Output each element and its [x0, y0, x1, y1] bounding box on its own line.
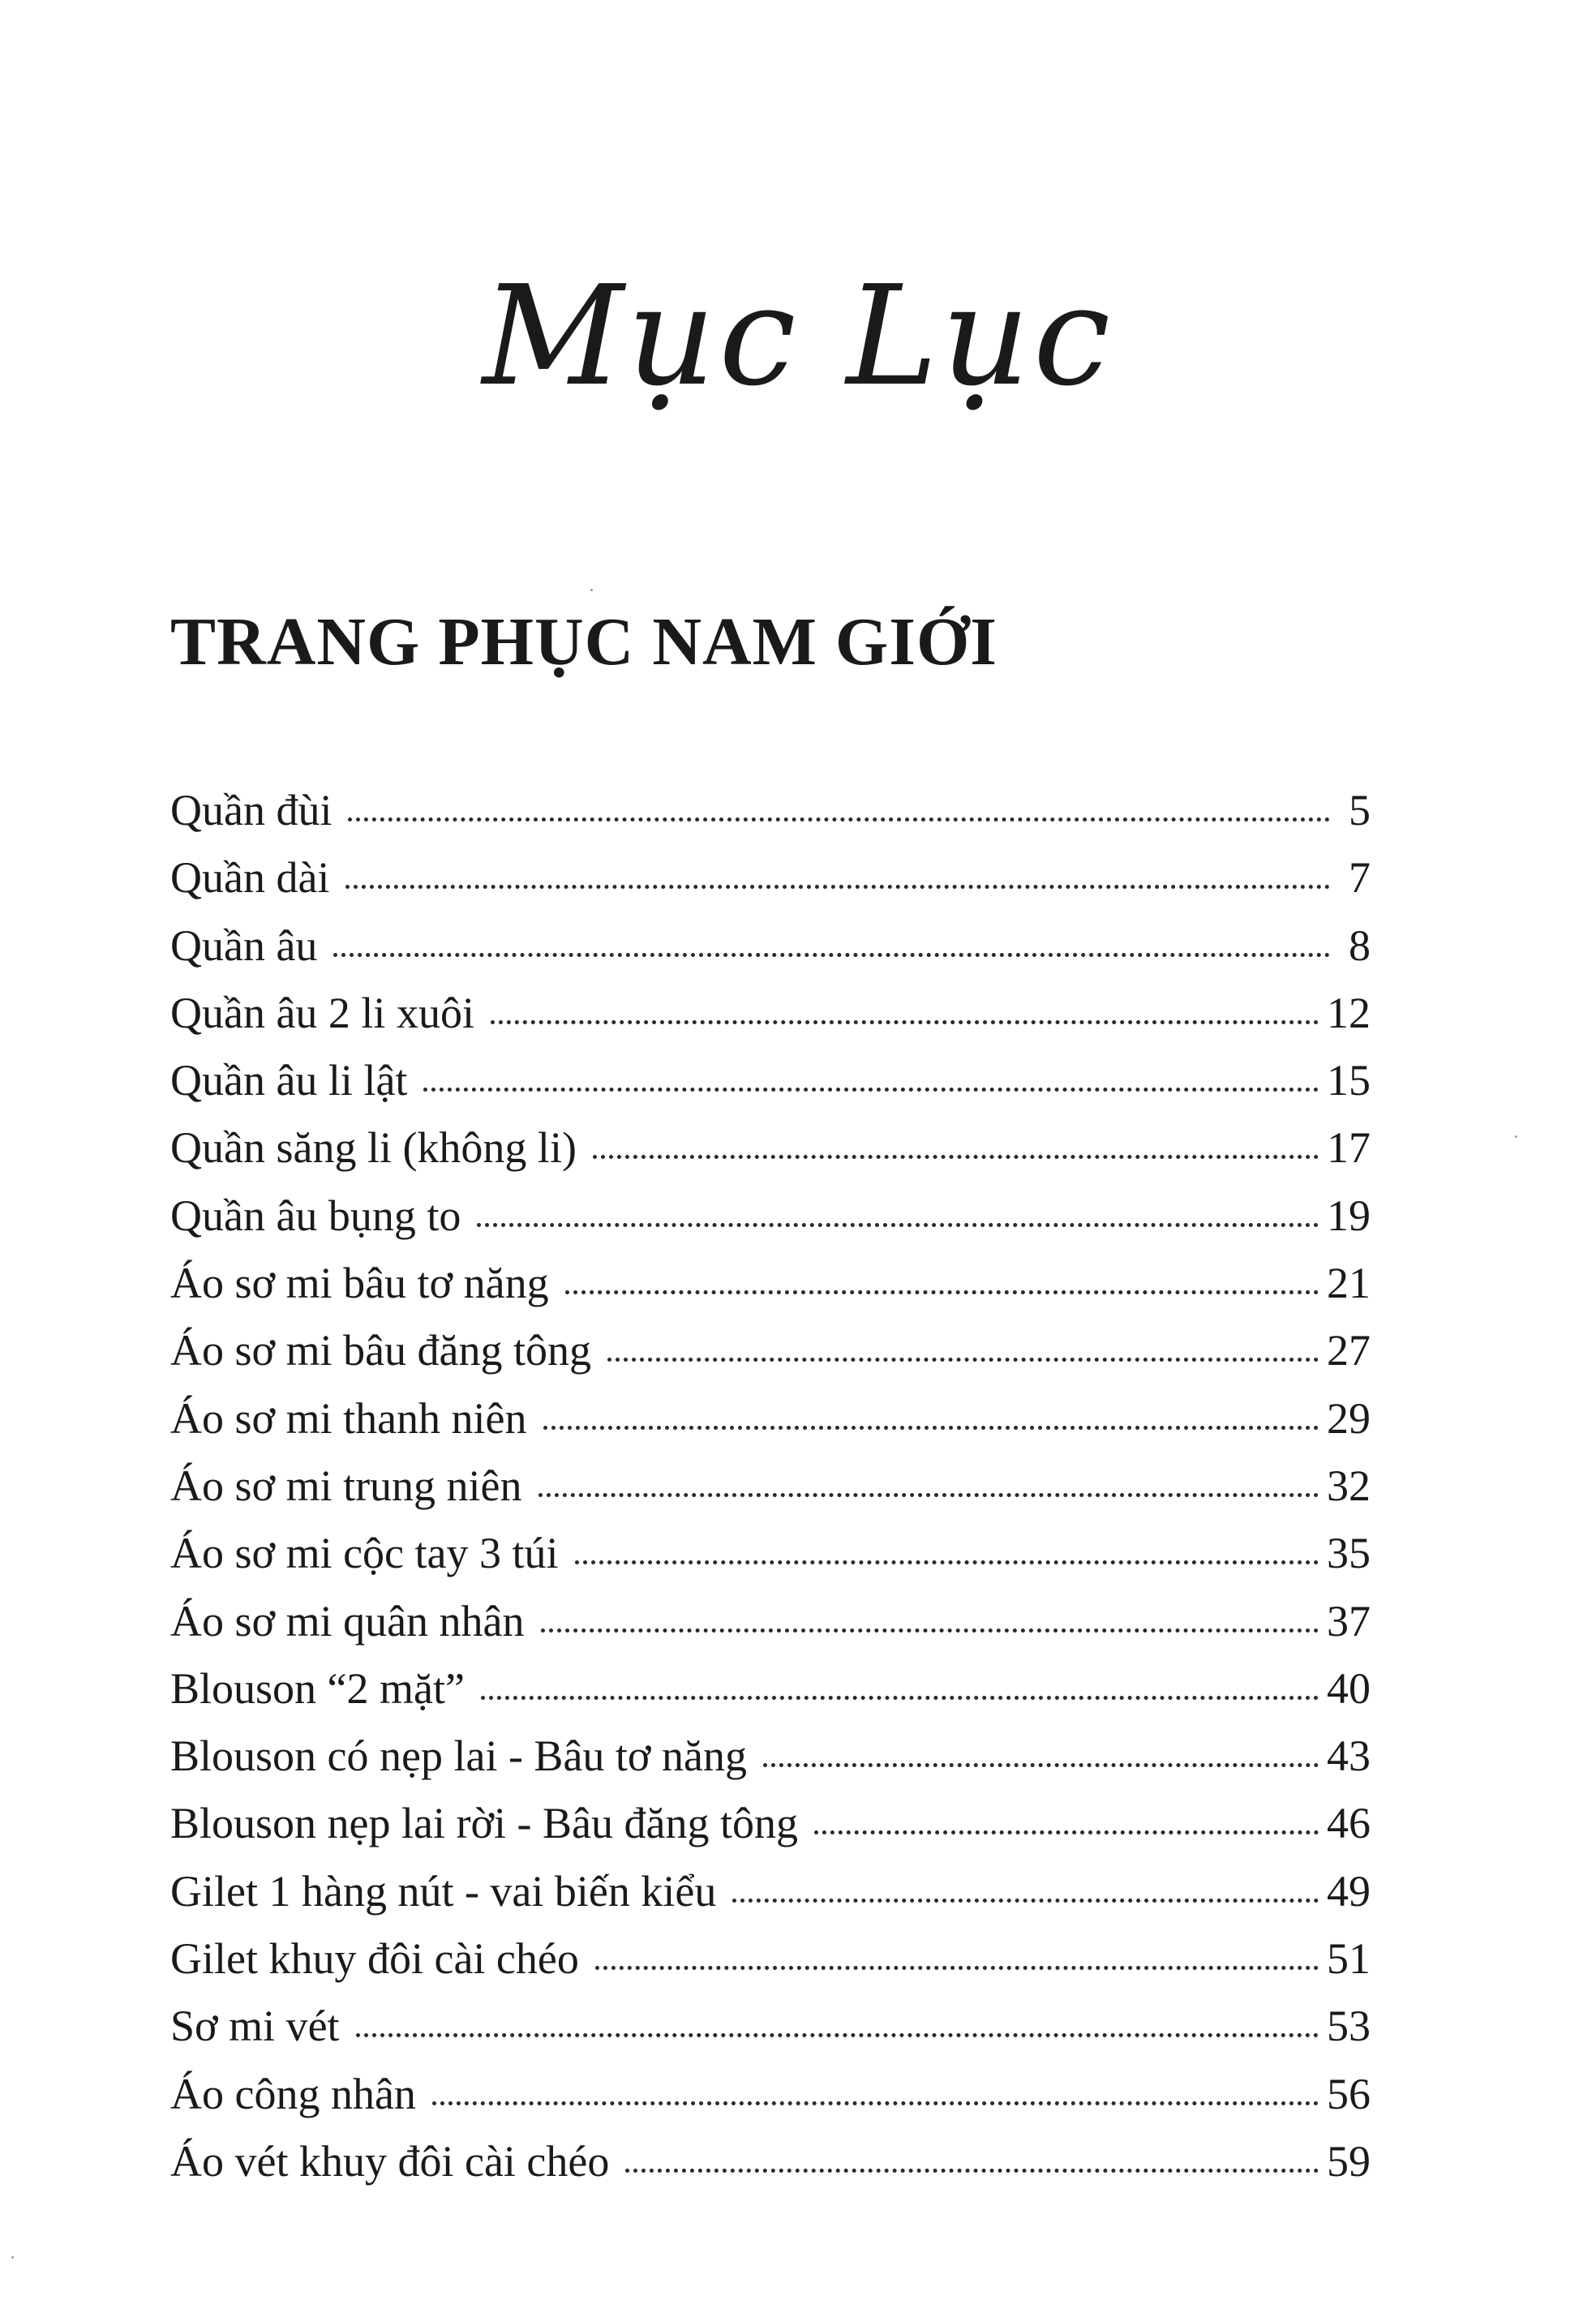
dot-leader [333, 953, 1330, 957]
dot-leader [763, 1763, 1319, 1767]
dot-leader [541, 1628, 1319, 1633]
toc-entry-title: Blouson “2 mặt” [170, 1663, 465, 1713]
toc-entry-page-number: 19 [1327, 1191, 1371, 1240]
toc-entry-title: Gilet 1 hàng nút - vai biến kiểu [170, 1866, 717, 1916]
dot-leader [732, 1899, 1319, 1903]
toc-entry [170, 1993, 1371, 2060]
toc-entry [170, 1925, 1371, 1993]
table-of-contents [170, 777, 1371, 2195]
dot-leader [432, 2101, 1319, 2105]
toc-entry-title: Áo sơ mi bâu đăng tông [170, 1326, 592, 1375]
toc-entry-page-number: 7 [1349, 853, 1371, 903]
toc-entry-title: Quần âu [170, 920, 318, 970]
toc-entry [170, 844, 1371, 912]
toc-entry [170, 2128, 1371, 2195]
toc-entry [170, 1047, 1371, 1114]
toc-entry [170, 777, 1371, 844]
toc-entry-title: Quần âu 2 li xuôi [170, 988, 474, 1037]
toc-entry-page-number: 46 [1327, 1799, 1371, 1848]
toc-entry [170, 1858, 1371, 1925]
dot-leader [481, 1696, 1319, 1700]
toc-entry [170, 1385, 1371, 1453]
toc-entry [170, 980, 1371, 1047]
toc-entry-page-number: 29 [1327, 1393, 1371, 1443]
toc-entry-page-number: 59 [1327, 2136, 1371, 2186]
toc-entry-page-number: 53 [1327, 2002, 1371, 2051]
toc-entry [170, 1588, 1371, 1655]
dot-leader [491, 1020, 1319, 1024]
toc-entry-page-number: 37 [1327, 1596, 1371, 1646]
toc-entry-page-number: 15 [1327, 1056, 1371, 1105]
toc-entry-page-number: 49 [1327, 1866, 1371, 1916]
toc-entry [170, 1250, 1371, 1317]
toc-entry-title: Áo sơ mi trung niên [170, 1461, 522, 1510]
toc-entry-title: Quần đùi [170, 786, 332, 835]
toc-entry-page-number: 43 [1327, 1731, 1371, 1781]
page-title: Mục Lục [482, 256, 1114, 417]
dot-leader [595, 1966, 1319, 1970]
toc-entry-title: Quần âu bụng to [170, 1191, 461, 1240]
toc-entry [170, 1317, 1371, 1384]
paper-speck [11, 2256, 14, 2259]
toc-entry-page-number: 21 [1327, 1259, 1371, 1308]
toc-entry-title: Quần dài [170, 853, 330, 903]
toc-entry-title: Áo vét khuy đôi cài chéo [170, 2136, 610, 2186]
toc-entry-title: Blouson có nẹp lai - Bâu tơ năng [170, 1731, 747, 1781]
dot-leader [345, 885, 1330, 889]
toc-entry-page-number: 12 [1327, 988, 1371, 1037]
dot-leader [593, 1155, 1319, 1159]
toc-entry-page-number: 17 [1327, 1123, 1371, 1173]
toc-entry-title: Áo sơ mi bâu tơ năng [170, 1259, 549, 1308]
toc-entry-page-number: 8 [1349, 920, 1371, 970]
toc-entry-title: Gilet khuy đôi cài chéo [170, 1934, 579, 1984]
dot-leader [543, 1426, 1319, 1430]
dot-leader [607, 1358, 1319, 1362]
dot-leader [423, 1088, 1319, 1092]
toc-entry-title: Áo công nhân [170, 2069, 416, 2118]
dot-leader [477, 1223, 1319, 1227]
section-heading: TRANG PHỤC NAM GIỚI [170, 604, 998, 680]
dot-leader [625, 2169, 1319, 2173]
toc-entry-page-number: 35 [1327, 1529, 1371, 1578]
toc-entry-page-number: 51 [1327, 1934, 1371, 1984]
dot-leader [575, 1560, 1319, 1564]
toc-entry-title: Áo sơ mi cộc tay 3 túi [170, 1529, 559, 1578]
toc-entry [170, 1655, 1371, 1723]
dot-leader [814, 1830, 1319, 1834]
paper-speck [1515, 1135, 1517, 1138]
toc-entry-title: Áo sơ mi quân nhân [170, 1596, 525, 1646]
toc-entry [170, 1182, 1371, 1250]
toc-entry [170, 1520, 1371, 1587]
toc-entry [170, 1453, 1371, 1520]
dot-leader [356, 2033, 1319, 2037]
dot-leader [348, 817, 1330, 822]
toc-entry-title: Quần âu li lật [170, 1056, 408, 1105]
toc-entry [170, 1723, 1371, 1790]
toc-entry-page-number: 27 [1327, 1326, 1371, 1375]
toc-entry-title: Áo sơ mi thanh niên [170, 1393, 527, 1443]
toc-entry-title: Sơ mi vét [170, 2002, 340, 2051]
toc-entry [170, 912, 1371, 980]
toc-entry [170, 1114, 1371, 1182]
toc-entry-page-number: 32 [1327, 1461, 1371, 1510]
toc-entry-page-number: 5 [1349, 786, 1371, 835]
toc-entry-page-number: 40 [1327, 1663, 1371, 1713]
toc-entry [170, 2061, 1371, 2128]
dot-leader [565, 1290, 1319, 1294]
dot-leader [538, 1493, 1319, 1497]
paper-speck [590, 589, 593, 591]
toc-entry [170, 1790, 1371, 1857]
toc-entry-title: Quần săng li (không li) [170, 1123, 577, 1173]
toc-entry-page-number: 56 [1327, 2069, 1371, 2118]
toc-entry-title: Blouson nẹp lai rời - Bâu đăng tông [170, 1799, 798, 1848]
